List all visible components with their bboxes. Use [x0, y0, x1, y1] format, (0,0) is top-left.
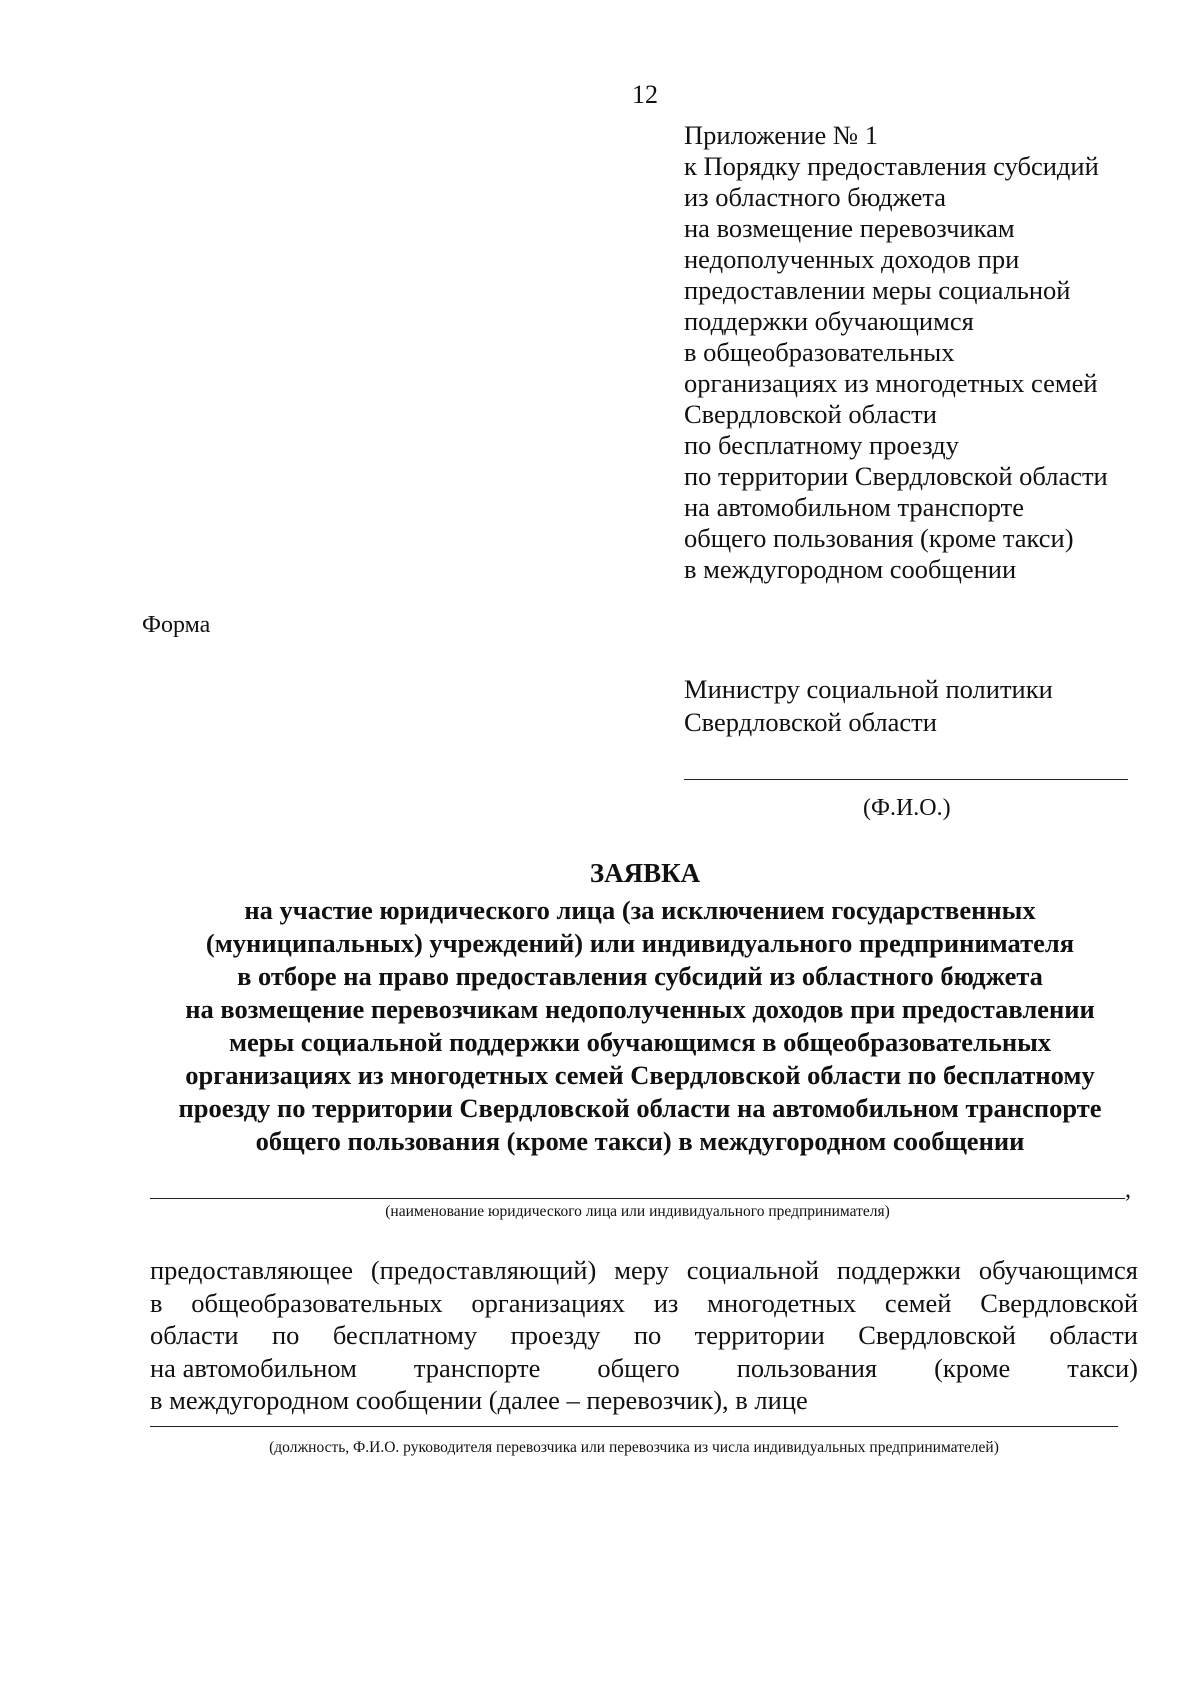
body-word: территории	[694, 1320, 825, 1350]
appendix-line: предоставлении меры социальной	[684, 275, 1071, 305]
body-line	[150, 1254, 1138, 1287]
document-title: ЗАЯВКА	[589, 858, 701, 888]
body-word: на автомобильном	[150, 1352, 357, 1383]
subtitle-line: (муниципальных) учреждений) или индивидуального предпринимателя	[205, 928, 1075, 958]
appendix-line: недополученных доходов при	[684, 244, 1020, 274]
body-word: многодетных	[707, 1287, 857, 1318]
representative-caption: (должность, Ф.И.О. руководителя перевозчика или перевозчика из числа индивидуальных предпринимателей)	[269, 1439, 999, 1456]
subtitle-line: на участие юридического лица (за исключением государственных	[244, 895, 1036, 925]
body-word: пользования	[736, 1352, 878, 1383]
appendix-line: в общеобразовательных	[684, 337, 955, 367]
appendix-header	[684, 120, 1184, 585]
body-word: такси)	[1067, 1352, 1138, 1383]
appendix-line: по территории Свердловской области	[684, 461, 1108, 491]
body-line	[150, 1319, 1138, 1352]
body-word: организациях	[471, 1287, 625, 1318]
body-word: общего	[597, 1352, 680, 1383]
appendix-line: организациях из многодетных семей	[684, 368, 1098, 398]
body-paragraph	[150, 1254, 1138, 1417]
appendix-line: в междугородном сообщении	[684, 554, 1017, 584]
body-word: семей	[884, 1287, 952, 1318]
body-word: обучающимся	[978, 1255, 1138, 1285]
organization-name-blank-line[interactable]	[150, 1198, 1125, 1199]
addressee-line: Министру социальной политики	[684, 674, 1053, 704]
subtitle-line: в отборе на право предоставления субсидий из областного бюджета	[237, 961, 1043, 991]
subtitle-line: проезду по территории Свердловской области на автомобильном транспорте	[178, 1093, 1102, 1123]
body-word: Свердловской	[858, 1320, 1016, 1350]
name-line-comma: ,	[1125, 1177, 1131, 1203]
body-word: по	[272, 1320, 300, 1350]
body-word: меру	[614, 1255, 669, 1285]
appendix-line: Свердловской области	[684, 399, 937, 429]
fio-blank-line[interactable]	[684, 779, 1128, 780]
subtitle-line: общего пользования (кроме такси) в междугородном сообщении	[255, 1126, 1025, 1156]
representative-blank-line[interactable]	[150, 1426, 1118, 1427]
body-line: в междугородном сообщении (далее – перевозчик), в лице	[150, 1385, 808, 1415]
body-word: предоставляющее	[150, 1255, 353, 1285]
appendix-line: общего пользования (кроме такси)	[684, 523, 1074, 553]
body-word: транспорте	[413, 1352, 541, 1383]
body-word: (кроме	[934, 1352, 1011, 1383]
appendix-line: на возмещение перевозчикам	[684, 213, 1015, 243]
body-word: поддержки	[836, 1255, 961, 1285]
addressee-block	[684, 673, 1053, 739]
body-word: области	[150, 1320, 239, 1350]
organization-name-caption: (наименование юридического лица или индивидуального предпринимателя)	[385, 1203, 890, 1220]
body-word: проезду	[510, 1320, 601, 1350]
body-word: социальной	[686, 1255, 820, 1285]
body-line	[150, 1287, 1138, 1320]
body-line	[150, 1352, 1138, 1385]
body-word: Свердловской	[980, 1287, 1138, 1318]
subtitle-line: организациях из многодетных семей Свердловской области по бесплатному	[185, 1060, 1095, 1090]
subtitle-line: меры социальной поддержки обучающимся в общеобразовательных	[228, 1027, 1052, 1057]
addressee-line: Свердловской области	[684, 707, 937, 737]
body-word: (предоставляющий)	[370, 1255, 597, 1285]
appendix-line: Приложение № 1	[684, 120, 879, 150]
form-label: Форма	[142, 612, 211, 638]
appendix-line: к Порядку предоставления субсидий	[684, 151, 1099, 181]
appendix-line: из областного бюджета	[684, 182, 946, 212]
document-subtitle	[142, 894, 1138, 1158]
body-word: области	[1049, 1320, 1138, 1350]
subtitle-line: на возмещение перевозчикам недополученных доходов при предоставлении	[185, 994, 1095, 1024]
fio-caption: (Ф.И.О.)	[863, 795, 951, 821]
page-number: 12	[632, 80, 658, 109]
body-word: общеобразовательных	[191, 1287, 443, 1318]
appendix-line: поддержки обучающимся	[684, 306, 974, 336]
body-word: бесплатному	[332, 1320, 478, 1350]
appendix-line: на автомобильном транспорте	[684, 492, 1025, 522]
body-word: в	[150, 1287, 163, 1318]
appendix-line: по бесплатному проезду	[684, 430, 959, 460]
body-word: из	[653, 1287, 679, 1318]
body-word: по	[633, 1320, 662, 1350]
